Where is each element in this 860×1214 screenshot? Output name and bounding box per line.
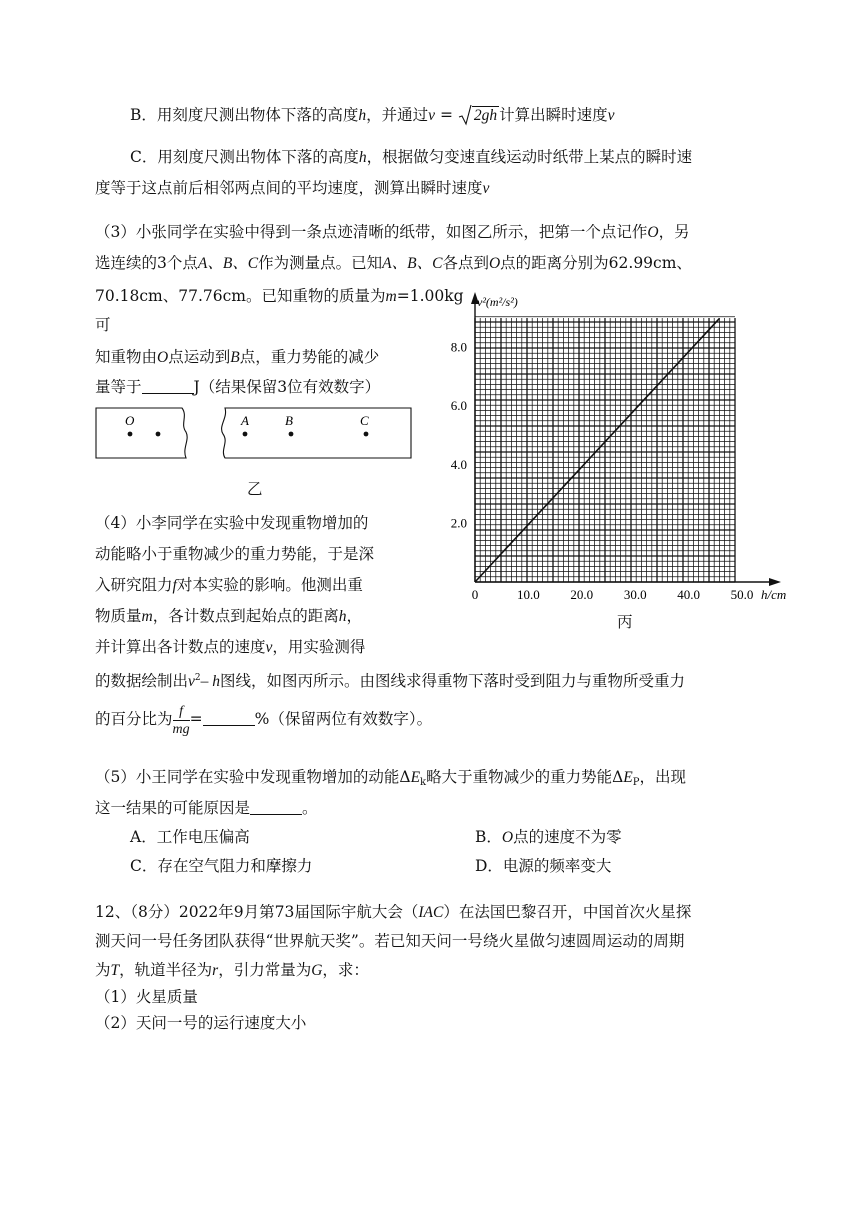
q5-option-b: B．O点的速度不为零 (475, 828, 622, 846)
x-tick-label: 40.0 (677, 587, 700, 602)
q3-line-5: 知重物由O点运动到B点，重力势能的减少 (95, 348, 380, 366)
v2-h-chart (430, 285, 790, 645)
tape-label-o: O (125, 413, 135, 428)
q4-line-6: 的数据绘制出$v^2-$ h图线，如图丙所示。由图线求得重物下落时受到阻力与重物所受重力 (95, 672, 686, 690)
y-tick-label: 8.0 (450, 339, 467, 355)
formula-v: v (428, 107, 436, 124)
x-tick-label: 0 (471, 587, 479, 602)
x-tick-label: 20.0 (570, 587, 594, 602)
q5-option-d: D．电源的频率变大 (475, 857, 612, 875)
q5-line-2: 这一结果的可能原因是 。 (95, 799, 318, 817)
x-tick-label: 30.0 (623, 587, 647, 602)
q12-sub-1: （1）火星质量 (95, 988, 198, 1006)
q4-line-4: 物质量m，各计数点到起始点的距离h， (95, 607, 362, 625)
option-b: B．用刻度尺测出物体下落的高度h，并通过v = 2gh 计算出瞬时速度v (130, 104, 615, 127)
chart-caption: 丙 (617, 613, 633, 631)
q5-line-1: （5）小王同学在实验中发现重物增加的动能$\Delta E_k$略大于重物减少的重力势能$\Delta E_P$，出现 (95, 768, 687, 788)
q12-line-1: 12、（8分）2022年9月第73届国际宇航大会（IAC）在法国巴黎召开，中国首次火星探 (95, 903, 692, 921)
q4-line-3: 入研究阻力f对本实验的影响。他测出重 (95, 576, 363, 594)
q12-line-3: 为T，轨道半径为r，引力常量为G，求： (95, 961, 369, 979)
tape-label-c: C (360, 413, 369, 428)
tape-label-a: A (241, 413, 249, 428)
tape-dot-a (243, 432, 248, 437)
sqrt-formula: 2gh (458, 104, 499, 127)
x-axis-label: h/cm (761, 587, 787, 602)
fraction-f-mg: $\frac{f}{mg}$ (172, 703, 190, 737)
q5-option-a: A．工作电压偏高 (130, 828, 250, 846)
q3-line-4: 可 (95, 316, 111, 334)
tape-dot-c (364, 432, 369, 437)
q3-line-3: 70.18cm、77.76cm。已知重物的质量为m=1.00kg (95, 287, 464, 305)
tape-dot-2 (156, 432, 161, 437)
q3-line-2: 选连续的3个点A、B、C作为测量点。已知A、B、C各点到O点的距离分别为62.99cm、 (95, 254, 692, 272)
q5-option-c: C．存在空气阻力和摩擦力 (130, 857, 313, 875)
q4-line-2: 动能略小于重物减少的重力势能，于是深 (95, 545, 375, 563)
answer-blank[interactable] (203, 711, 255, 726)
q3-line-1: （3）小张同学在实验中得到一条点迹清晰的纸带，如图乙所示，把第一个点记作O，另 (95, 223, 690, 241)
y-tick-label: 2.0 (450, 515, 467, 531)
tape-dot-o (128, 432, 133, 437)
y-tick-label: 6.0 (450, 398, 467, 414)
q12-sub-2: （2）天问一号的运行速度大小 (95, 1014, 307, 1032)
paper-tape-figure (90, 400, 420, 490)
y-axis-label: v²(m²/s²) (477, 295, 518, 309)
answer-blank[interactable] (142, 379, 194, 394)
q4-line-1: （4）小李同学在实验中发现重物增加的 (95, 514, 369, 532)
answer-blank[interactable] (250, 800, 302, 815)
option-c-line-1: C．用刻度尺测出物体下落的高度h，根据做匀变速直线运动时纸带上某点的瞬时速 (130, 148, 693, 166)
x-axis-arrow (769, 578, 781, 586)
q12-line-2: 测天问一号任务团队获得“世界航天奖”。若已知天问一号绕火星做匀速圆周运动的周期 (95, 932, 685, 950)
option-c-line-2: 度等于这点前后相邻两点间的平均速度，测算出瞬时速度v (95, 179, 490, 197)
y-tick-label: 4.0 (450, 456, 467, 472)
tape-label-b: B (285, 413, 293, 428)
x-tick-label: 50.0 (730, 587, 754, 602)
sqrt-sign-icon (458, 104, 472, 126)
tape-caption: 乙 (247, 480, 263, 498)
tape-dot-b (289, 432, 294, 437)
q3-line-6: 量等于 J（结果保留3位有效数字） (95, 378, 381, 396)
x-tick-label: 10.0 (517, 587, 540, 602)
q4-line-7: 的百分比为 $\frac{f}{mg}$ = %（保留两位有效数字）。 (95, 703, 433, 737)
q4-line-5: 并计算出各计数点的速度v，用实验测得 (95, 638, 366, 656)
